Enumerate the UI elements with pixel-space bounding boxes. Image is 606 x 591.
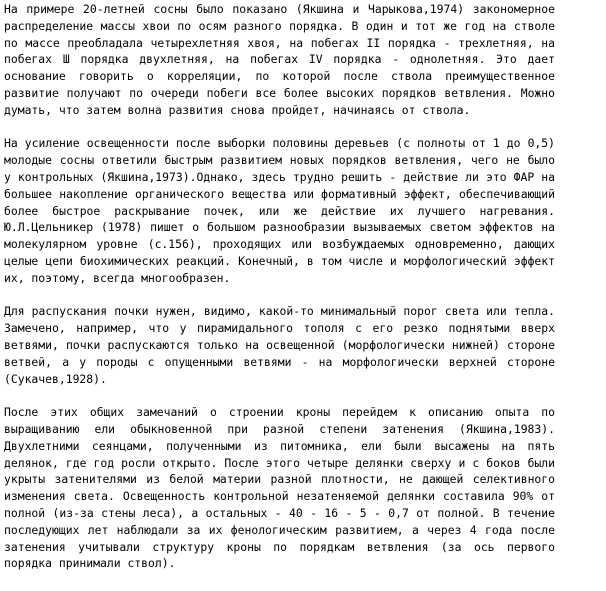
paragraph-spacer (4, 119, 555, 136)
paragraph-bud-opening-threshold: Для распускания почки нужен, видимо, какой-то минимальный порог света или тепла. Замечено, например, что у пирамидального тополя с его резко поднятыми вверх ветвями, почки распускаются только на освещенной (морфологически нижней) стороне ветвей, а у породы с опущенными ветвями - на морфологически верхней стороне (Сукачев,1928). (4, 304, 555, 386)
paragraph-spacer (4, 387, 555, 404)
paragraph-pine-needle-distribution: На примере 20-летней сосны было показано (Якшина и Чарыкова,1974) закономерное распределение массы хвои по осям разного порядка. В один и тот же год на стволе по массе преобладала четырехлетняя хвоя, на побегах II порядка - трехлетняя, на побегах Ш порядка двухлетняя, на побегах IV порядка - однолетняя. Это дает основание говорить о корреляции, по которой после ствола преимущественное развитие получают по очереди побеги все более высоких порядков ветвления. Можно думать, что затем волна развития снова пройдет, начинаясь от ствола. (4, 2, 555, 117)
paragraph-spacer (4, 287, 555, 304)
document-body (4, 1, 555, 572)
paragraph-illumination-effect: На усиление освещенности после выборки половины деревьев (с полноты от 1 до 0,5) молодые сосны ответили быстрым развитием новых порядков ветвления, чего не было у контрольных (Якшина,1973).Однако, здесь трудно решить - действие ли это ФАР на большее накопление органического вещества или формативный эффект, обеспечивающий более быстрое раскрывание почек, или же действие их лучшего нагревания. Ю.Л.Цельникер (1978) пишет о большом разнообразии вызываемых светом эффектов на молекулярном уровне (с.156), проходящих или возбуждаемых одновременно, дающих целые цепи биохимических реакций. Конечный, в том числе и морфологический эффект их, поэтому, всегда многообразен. (4, 136, 555, 285)
paragraph-spruce-shading-experiment: После этих общих замечаний о строении кроны перейдем к описанию опыта по выращиванию ели обыкновенной при разной степени затенения (Якшина,1983). Двухлетними сеянцами, полученными из питомника, ели были высажены на пять делянок, где год росли открыто. После этого четыре делянки сверху и с боков были укрыты затенителями из белой материи разной плотности, не дающей селективного изменения света. Освещенность контрольной незатеняемой делянки составила 90% от полной (из-за стены леса), а остальных - 40 - 16 - 5 - 0,7 от полной. В течение последующих лет наблюдали за их фенологическим развитием, а через 4 года после затенения учитывали структуру кроны по порядкам ветвления (за ось первого порядка принимали ствол). (4, 405, 555, 571)
